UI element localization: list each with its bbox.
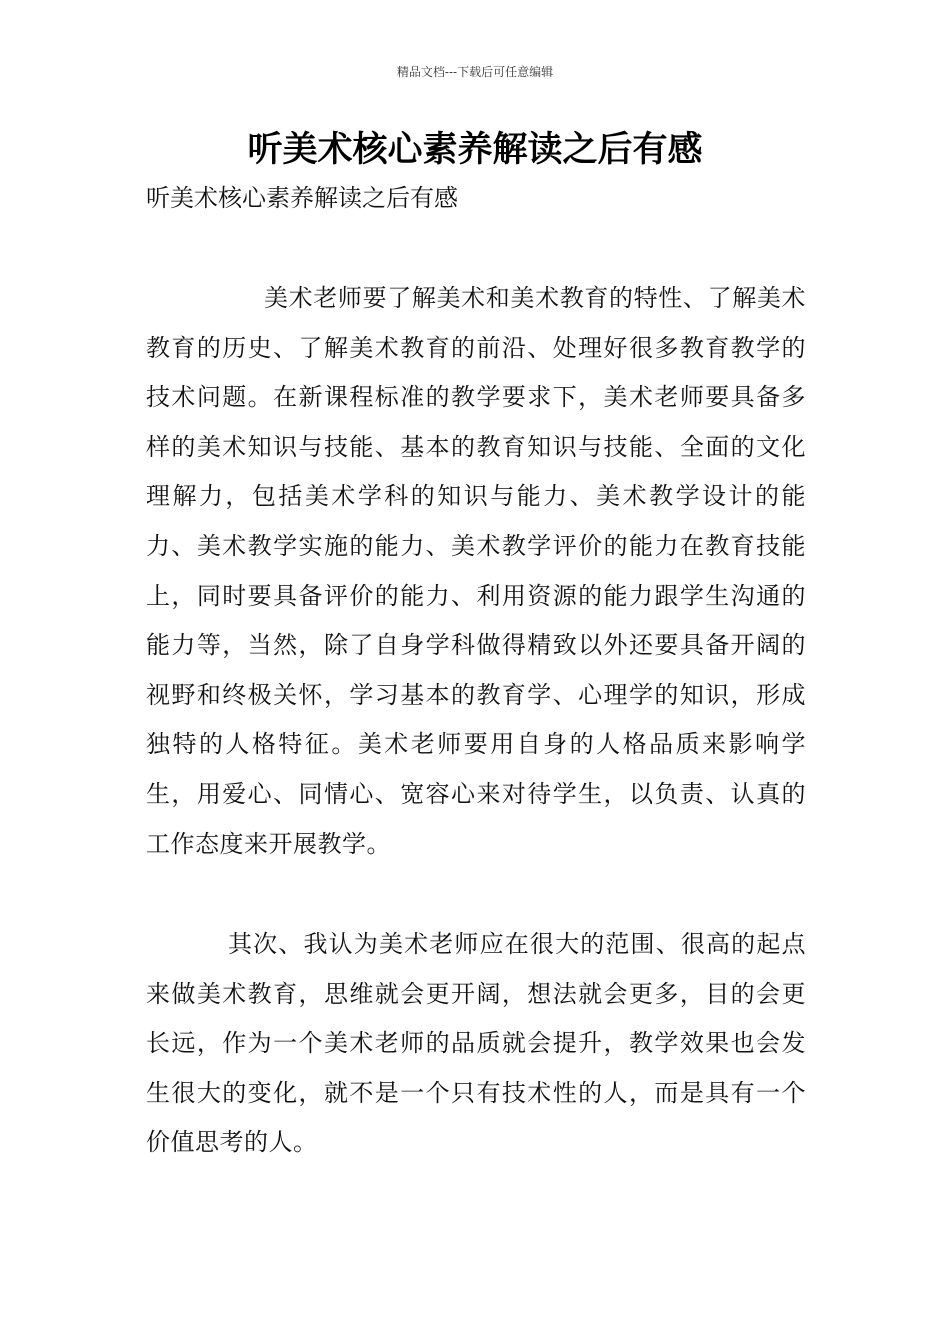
body-paragraph-1: 美术老师要了解美术和美术教育的特性、了解美术教育的历史、了解美术教育的前沿、处理好很多教育教学的技术问题。在新课程标准的教学要求下，美术老师要具备多样的美术知识与技能、基本的教育知识与技能、全面的文化理解力，包括美术学科的知识与能力、美术教学设计的能力、美术教学实施的能力、美术教学评价的能力在教育技能上，同时要具备评价的能力、利用资源的能力跟学生沟通的能力等，当然，除了自身学科做得精致以外还要具备开阔的视野和终极关怀，学习基本的教育学、心理学的知识，形成独特的人格特征。美术老师要用自身的人格品质来影响学生，用爱心、同情心、宽容心来对待学生，以负责、认真的工作态度来开展教学。: [146, 284, 806, 858]
page-header: 精品文档---下载后可任意编辑: [396, 65, 554, 79]
body-paragraph-2: 其次、我认为美术老师应在很大的范围、很高的起点来做美术教育，思维就会更开阔，想法就会更多，目的会更长远，作为一个美术老师的品质就会提升，教学效果也会发生很大的变化，就不是一个只有技术性的人，而是具有一个价值思考的人。: [146, 930, 806, 1157]
document-subtitle: 听美术核心素养解读之后有感: [146, 184, 458, 212]
document-title: 听美术核心素养解读之后有感: [247, 130, 703, 170]
